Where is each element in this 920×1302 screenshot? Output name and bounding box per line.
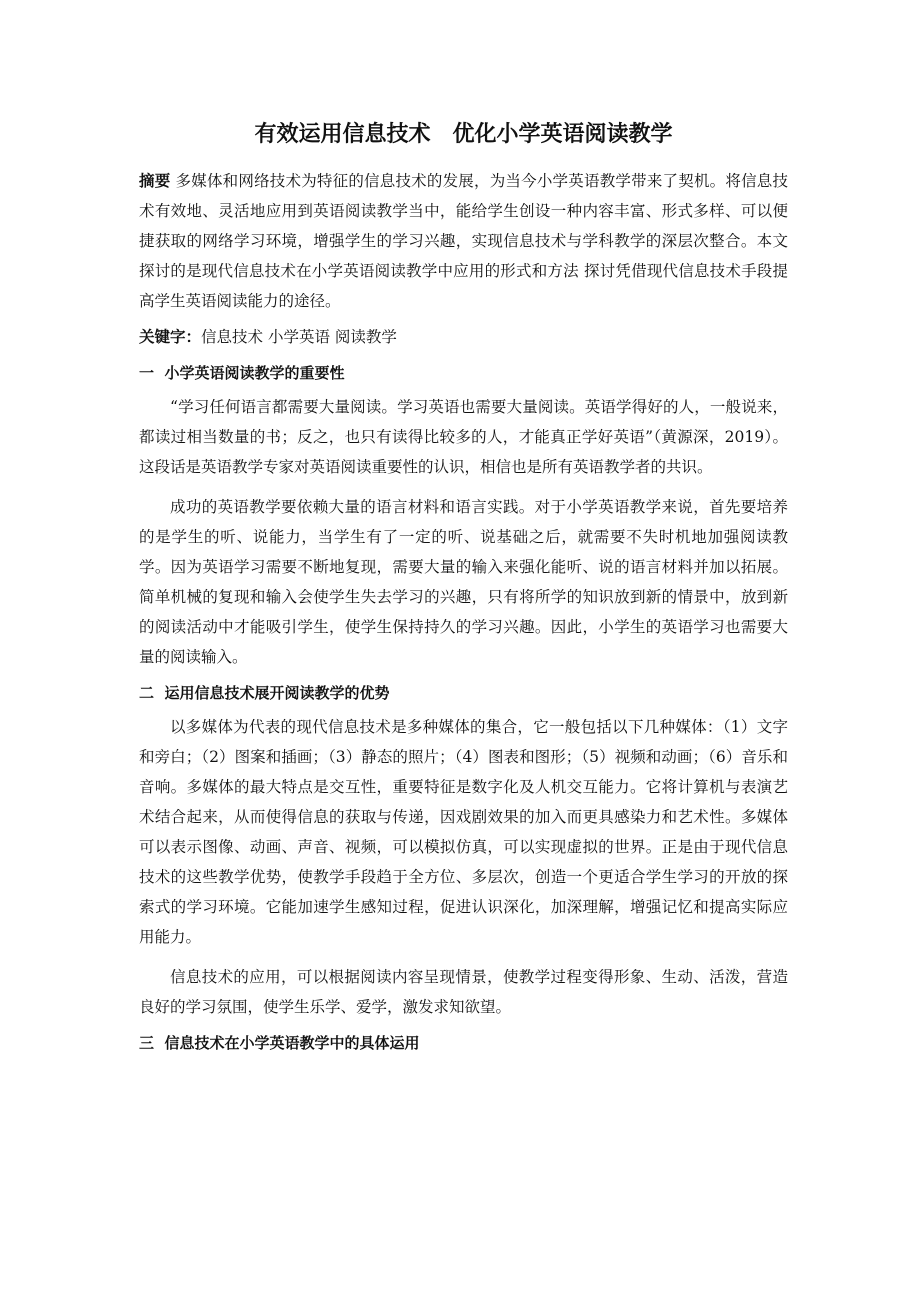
section-2-paragraph-1: 以多媒体为代表的现代信息技术是多种媒体的集合，它一般包括以下几种媒体：（1）文字和旁白；（2）图案和插画；（3）静态的照片；（4）图表和图形；（5）视频和动画；（6）音乐和音响。多媒体的最大特点是交互性，重要特征是数字化及人机交互能力。它将计算机与表演艺术结合起来，从而使得信息的获取与传递，因戏剧效果的加入而更具感染力和艺术性。多媒体可以表示图像、动画、声音、视频，可以模拟仿真，可以实现虚拟的世界。正是由于现代信息技术的这些教学优势，使教学手段趋于全方位、多层次，创造一个更适合学生学习的开放的探索式的学习环境。它能加速学生感知过程，促进认识深化，加深理解，增强记忆和提高实际应用能力。 <box>139 718 788 946</box>
document-title: 有效运用信息技术 优化小学英语阅读教学 <box>254 122 673 147</box>
document-page <box>139 118 788 1062</box>
section-1-paragraph-2: 成功的英语教学要依赖大量的语言材料和语言实践。对于小学英语教学来说，首先要培养的是学生的听、说能力，当学生有了一定的听、说基础之后，就需要不失时机地加强阅读教学。因为英语学习需要不断地复现，需要大量的输入来强化能听、说的语言材料并加以拓展。简单机械的复现和输入会使学生失去学习的兴趣，只有将所学的知识放到新的情景中，放到新的阅读活动中才能吸引学生，使学生保持持久的学习兴趣。因此，小学生的英语学习也需要大量的阅读输入。 <box>139 498 788 666</box>
keywords-line <box>139 322 788 352</box>
keywords-label: 关键字： <box>139 328 202 346</box>
abstract-paragraph <box>139 166 788 316</box>
section-heading-2: 二 运用信息技术展开阅读教学的优势 <box>139 684 390 702</box>
keywords-text: 信息技术 小学英语 阅读教学 <box>201 328 397 346</box>
abstract-label: 摘要 <box>139 172 171 190</box>
section-heading-3: 三 信息技术在小学英语教学中的具体运用 <box>139 1034 420 1052</box>
abstract-text: 多媒体和网络技术为特征的信息技术的发展，为当今小学英语教学带来了契机。将信息技术有效地、灵活地应用到英语阅读教学当中，能给学生创设一种内容丰富、形式多样、可以便捷获取的网络学习环境，增强学生的学习兴趣，实现信息技术与学科教学的深层次整合。本文探讨的是现代信息技术在小学英语阅读教学中应用的形式和方法 探讨凭借现代信息技术手段提高学生英语阅读能力的途径。 <box>139 172 788 310</box>
section-1-paragraph-1: “学习任何语言都需要大量阅读。学习英语也需要大量阅读。英语学得好的人，一般说来，都读过相当数量的书；反之，也只有读得比较多的人，才能真正学好英语”（黄源深，2019）。这段话是英语教学专家对英语阅读重要性的认识，相信也是所有英语教学者的共识。 <box>139 398 788 476</box>
section-heading-1: 一 小学英语阅读教学的重要性 <box>139 364 345 382</box>
section-2-paragraph-2: 信息技术的应用，可以根据阅读内容呈现情景，使教学过程变得形象、生动、活泼，营造良好的学习氛围，使学生乐学、爱学，激发求知欲望。 <box>139 968 788 1016</box>
